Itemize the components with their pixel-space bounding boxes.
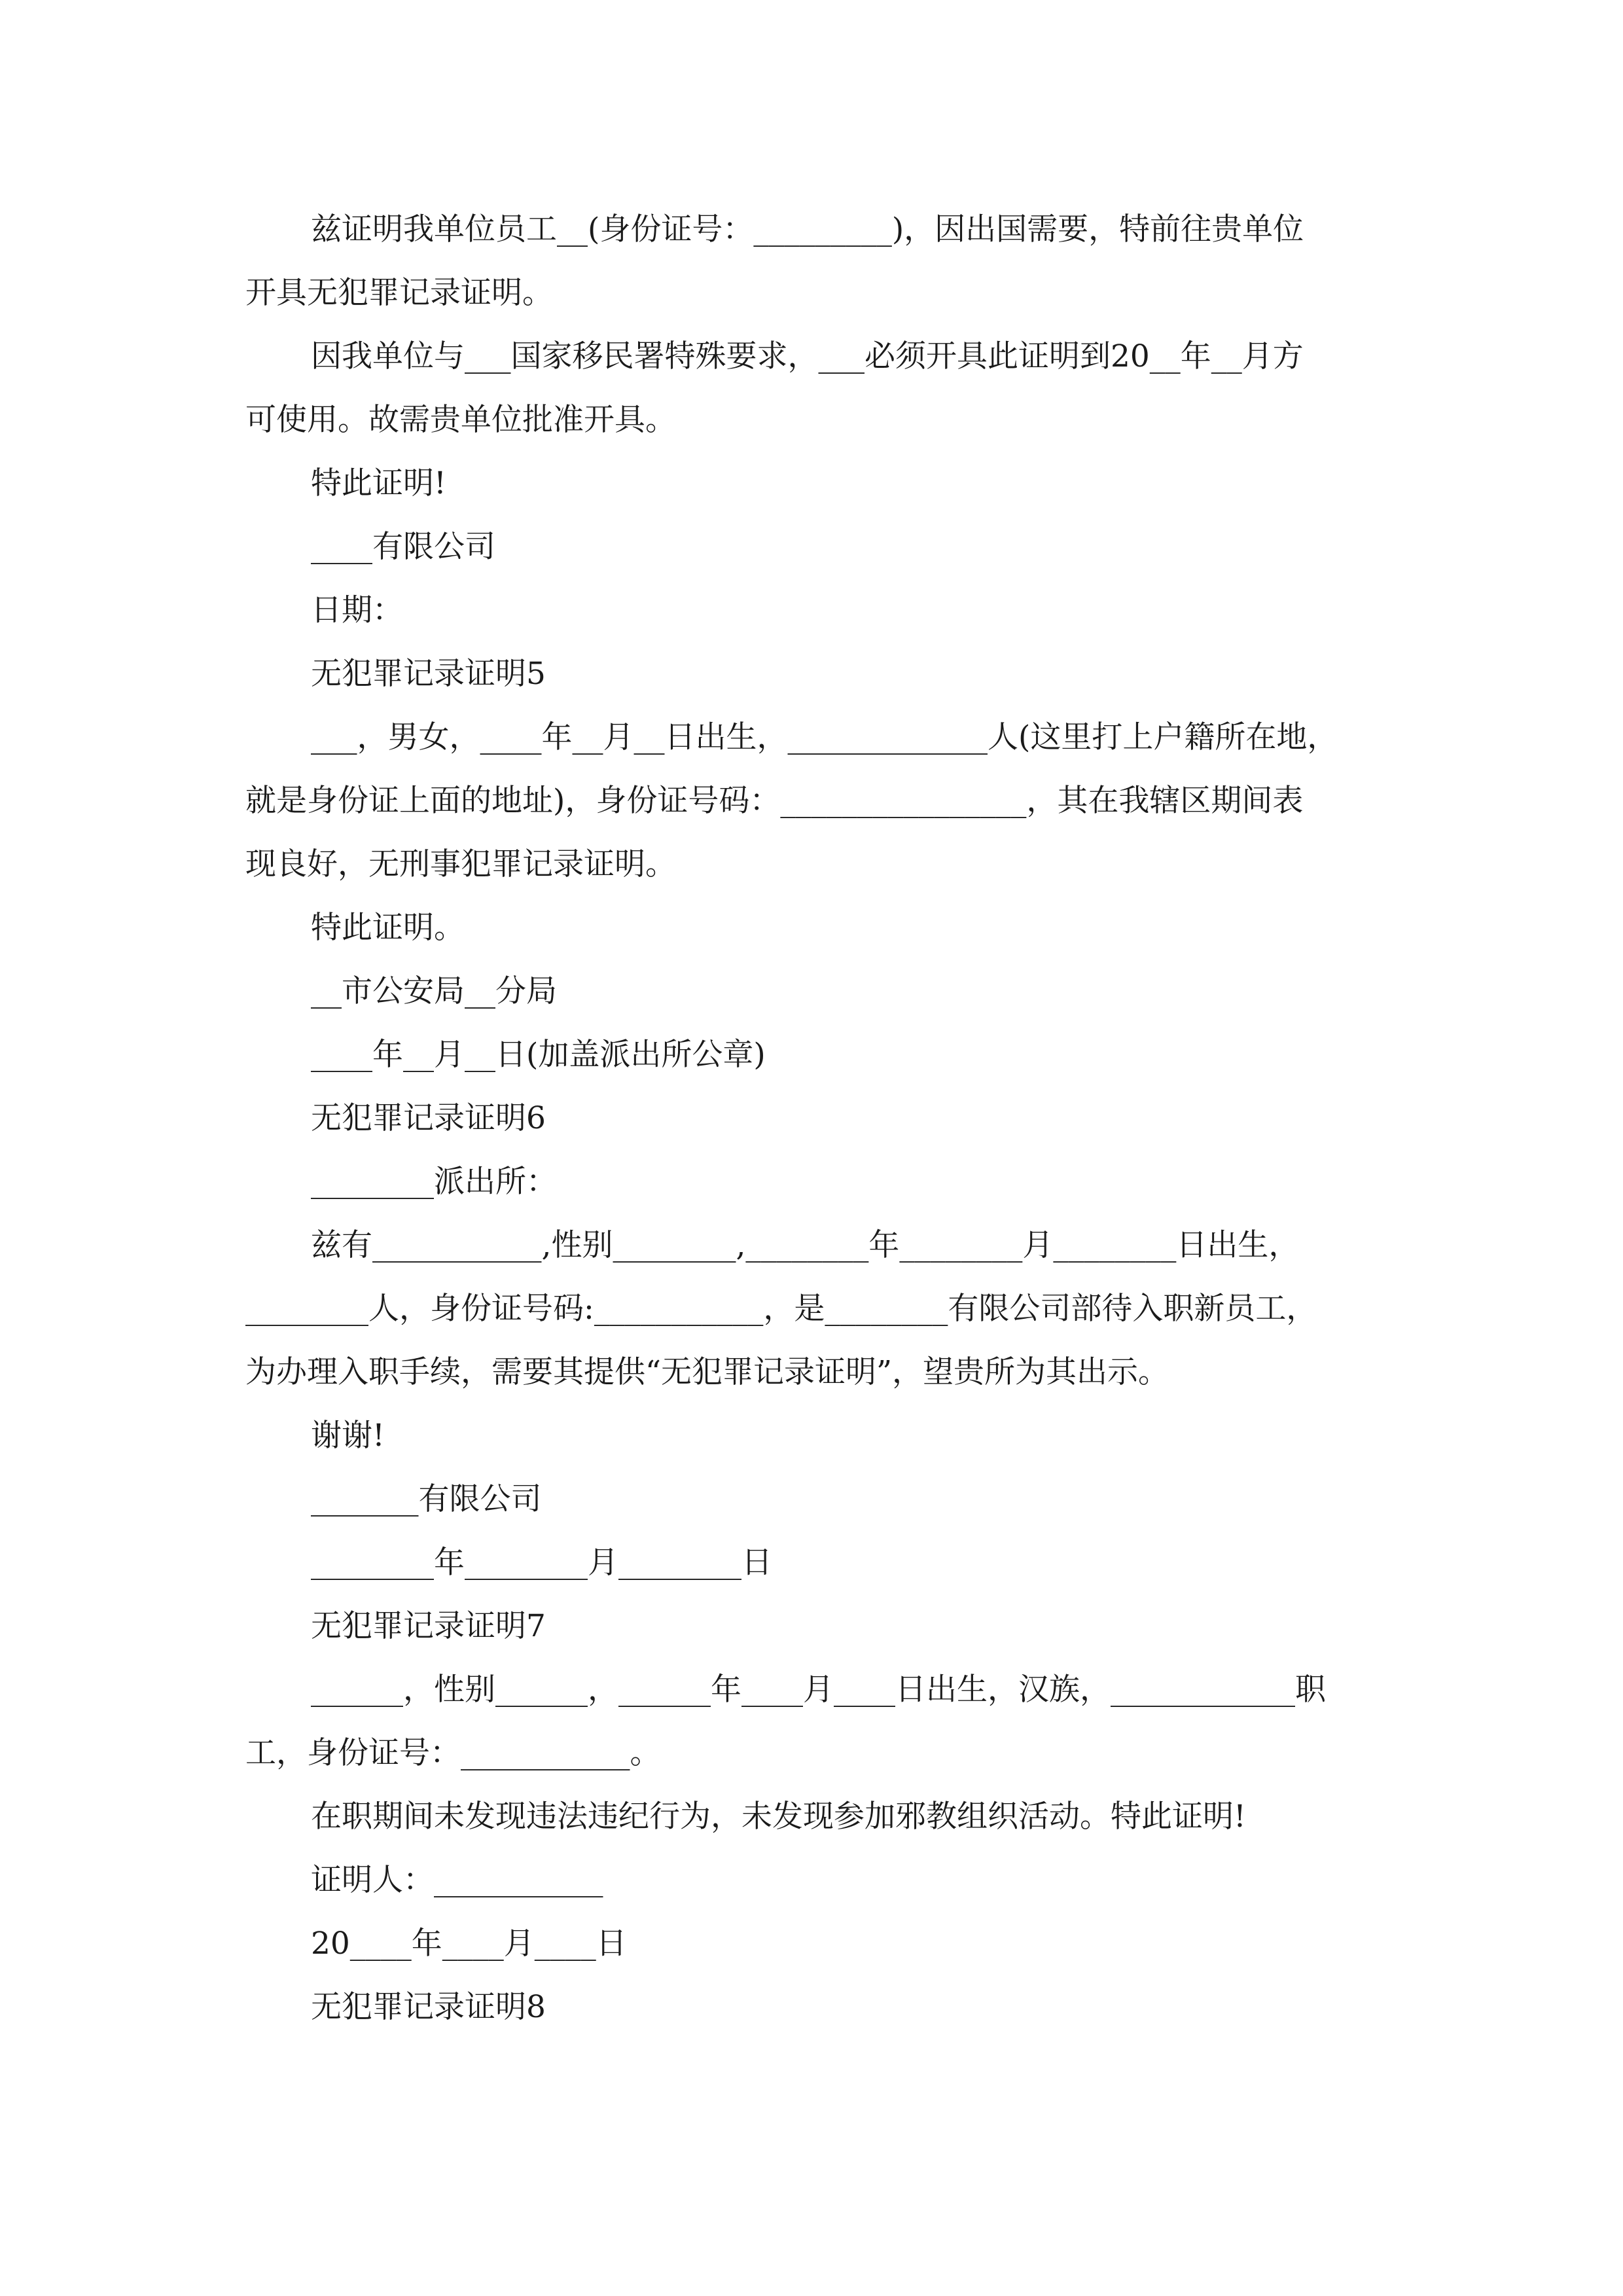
addressee-line: ________派出所： bbox=[311, 1164, 557, 1200]
paragraph-line: 工，身份证号：___________。 bbox=[245, 1735, 661, 1771]
section-title: 无犯罪记录证明6 bbox=[311, 1100, 546, 1136]
closing-line: 谢谢! bbox=[311, 1418, 385, 1454]
paragraph-line: ___，男女，____年__月__日出生，_____________人(这里打上户籍所在地， bbox=[311, 719, 1338, 755]
date-line: ____年__月__日(加盖派出所公章) bbox=[311, 1037, 766, 1073]
paragraph-line: 兹证明我单位员工__(身份证号：_________)，因出国需要，特前往贵单位 bbox=[311, 211, 1304, 247]
section-title: 无犯罪记录证明8 bbox=[311, 1989, 546, 2025]
paragraph-line: 因我单位与___国家移民署特殊要求，___必须开具此证明到20__年__月方 bbox=[311, 338, 1304, 374]
paragraph-line: 开具无犯罪记录证明。 bbox=[245, 275, 553, 311]
paragraph-line: ______，性别______，______年____月____日出生，汉族，____________职 bbox=[311, 1672, 1326, 1708]
date-line: 日期： bbox=[311, 592, 403, 628]
certifier-line: 证明人：___________ bbox=[311, 1862, 603, 1898]
section-title: 无犯罪记录证明7 bbox=[311, 1608, 546, 1644]
paragraph-line: 现良好，无刑事犯罪记录证明。 bbox=[245, 846, 676, 882]
paragraph-line: 为办理入职手续，需要其提供“无犯罪记录证明”，望贵所为其出示。 bbox=[245, 1354, 1169, 1390]
company-line: _______有限公司 bbox=[311, 1481, 542, 1517]
paragraph-line: 兹有___________,性别________,________年________月________日出生， bbox=[311, 1227, 1300, 1263]
paragraph-line: ________人，身份证号码:___________，是________有限公司部待入职新员工， bbox=[245, 1291, 1317, 1327]
closing-line: 特此证明。 bbox=[311, 910, 465, 946]
paragraph-line: 在职期间未发现违法违纪行为，未发现参加邪教组织活动。特此证明! bbox=[311, 1799, 1246, 1835]
date-line: 20____年____月____日 bbox=[311, 1926, 627, 1962]
company-line: ____有限公司 bbox=[311, 529, 495, 565]
date-line: ________年________月________日 bbox=[311, 1545, 772, 1581]
issuer-line: __市公安局__分局 bbox=[311, 973, 557, 1009]
paragraph-line: 就是身份证上面的地址)，身份证号码：________________，其在我辖区期间表 bbox=[245, 783, 1304, 819]
section-title: 无犯罪记录证明5 bbox=[311, 656, 546, 692]
paragraph-line: 可使用。故需贵单位批准开具。 bbox=[245, 402, 676, 438]
closing-line: 特此证明! bbox=[311, 465, 446, 501]
